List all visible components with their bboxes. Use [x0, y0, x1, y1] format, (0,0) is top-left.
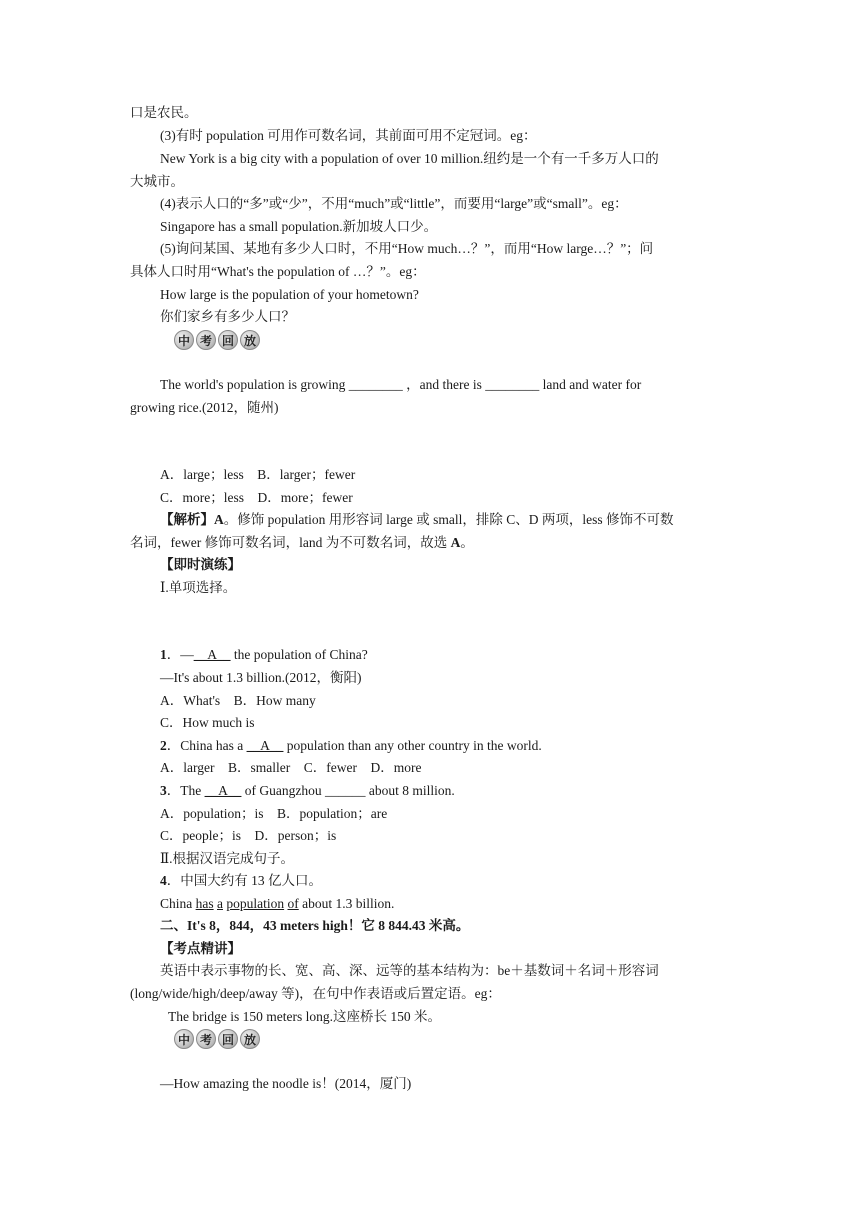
section-heading: 二、It's 8，844，43 meters high！它 8 844.43 米高。 [160, 918, 470, 933]
option-line: A．large；less B．larger；fewer [160, 467, 356, 482]
question-text: of Guangzhou ______ about 8 million. [241, 783, 455, 798]
analysis-line [130, 534, 474, 552]
answer-word: population [226, 896, 285, 911]
exam-review-badge [174, 1029, 260, 1049]
answer-word: of [287, 896, 299, 911]
answer-line [160, 895, 394, 913]
text-line: (5)询问某国、某地有多少人口时，不用“How much…？”，而用“How large…？”；问 [160, 241, 654, 256]
badge-char: 放 [240, 1029, 260, 1049]
exam-review-badge [174, 330, 260, 350]
section-heading: 【考点精讲】 [160, 941, 241, 956]
option-line: A．population；is B．population；are [160, 806, 388, 821]
section-heading: Ⅰ.单项选择。 [160, 580, 237, 595]
text-line: 具体人口时用“What's the population of …？”。eg： [130, 264, 426, 279]
analysis-text: 名词，fewer 修饰可数名词，land 为不可数名词，故选 [130, 535, 451, 550]
badge-char: 放 [240, 330, 260, 350]
question-line: —It's about 1.3 billion.(2012，衡阳) [160, 670, 362, 685]
text-line: 口是农民。 [130, 105, 198, 120]
text-line: Singapore has a small population.新加坡人口少。 [160, 219, 438, 234]
answer-blank: __A__ [193, 647, 231, 662]
question-text: ．— [166, 647, 194, 662]
question-line: —How amazing the noodle is！(2014，厦门) [160, 1076, 412, 1091]
question-number: 2 [160, 738, 167, 753]
badge-char: 回 [218, 330, 238, 350]
text-line: 大城市。 [130, 174, 184, 189]
answer: A [450, 535, 461, 550]
answer-word: a [217, 896, 223, 911]
answer-blank: __A__ [246, 738, 284, 753]
question-number: 1 [160, 647, 167, 662]
analysis-tag: 【解析】 [160, 512, 214, 527]
question-text: ．China has a [166, 738, 247, 753]
text-line: 英语中表示事物的长、宽、高、深、远等的基本结构为：be＋基数词＋名词＋形容词 [160, 963, 659, 978]
badge-char: 考 [196, 1029, 216, 1049]
answer-text: China [160, 896, 196, 911]
question-number: 3 [160, 783, 167, 798]
text-line: (long/wide/high/deep/away 等)，在句中作表语或后置定语。eg： [130, 986, 501, 1001]
question-text: ．中国大约有 13 亿人口。 [166, 873, 322, 888]
answer-text: about 1.3 billion. [298, 896, 395, 911]
analysis-text: 。 [460, 535, 474, 550]
question-number: 4 [160, 873, 167, 888]
badge-char: 中 [174, 1029, 194, 1049]
badge-char: 考 [196, 330, 216, 350]
section-heading: 【即时演练】 [160, 557, 241, 572]
question-line: growing rice.(2012，随州) [130, 400, 279, 415]
option-line: C．How much is [160, 715, 255, 730]
option-line: C．more；less D．more；fewer [160, 490, 353, 505]
question-line: The world's population is growing ________ ，and there is ________ land and water for [160, 377, 642, 392]
badge-char: 中 [174, 330, 194, 350]
answer: A [214, 512, 224, 527]
question-1 [160, 646, 368, 664]
text-line: 你们家乡有多少人口？ [160, 309, 295, 324]
question-text: population than any other country in the world. [283, 738, 542, 753]
question-4 [160, 872, 322, 890]
question-2 [160, 737, 542, 755]
analysis-line [160, 511, 673, 529]
question-3 [160, 782, 455, 800]
text-line: New York is a big city with a population of over 10 million.纽约是一个有一千多万人口的 [160, 151, 659, 166]
option-line: C．people；is D．person；is [160, 828, 337, 843]
section-heading: Ⅱ.根据汉语完成句子。 [160, 851, 295, 866]
option-line: A．What's B．How many [160, 693, 316, 708]
text-line: (3)有时 population 可用作可数名词，其前面可用不定冠词。eg： [160, 128, 537, 143]
answer-word: has [195, 896, 214, 911]
text-line: How large is the population of your hometown? [160, 287, 419, 302]
analysis-text: 。修饰 population 用形容词 large 或 small，排除 C、D 两项，less 修饰不可数 [223, 512, 674, 527]
question-text: ．The [166, 783, 205, 798]
text-line: (4)表示人口的“多”或“少”，不用“much”或“little”，而要用“large”或“small”。eg： [160, 196, 628, 211]
badge-char: 回 [218, 1029, 238, 1049]
question-text: the population of China? [230, 647, 368, 662]
option-line: A．larger B．smaller C．fewer D．more [160, 760, 422, 775]
answer-blank: __A__ [204, 783, 242, 798]
text-line: The bridge is 150 meters long.这座桥长 150 米。 [168, 1009, 441, 1024]
